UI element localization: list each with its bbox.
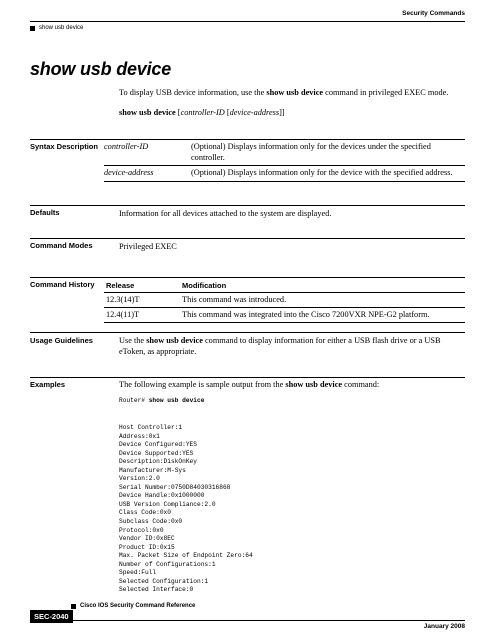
intro-text: To display USB device information, use the (119, 88, 267, 97)
release-cell: 12.3(14)T (104, 293, 180, 308)
section-rule (30, 238, 465, 239)
intro-text-end: command in privileged EXEC mode. (323, 88, 449, 97)
examples-text: The following example is sample output from the (119, 380, 286, 389)
command-history-table (104, 279, 465, 323)
column-header-modification: Modification (182, 281, 227, 290)
header-command (30, 25, 83, 31)
intro-paragraph (119, 87, 459, 98)
section-rule (30, 332, 465, 333)
footer-page-number: SEC-2040 (30, 610, 73, 623)
section-rule (30, 277, 465, 278)
table-row (104, 308, 465, 323)
section-label-defaults: Defaults (30, 208, 60, 217)
command-syntax (119, 107, 285, 118)
syntax-command: show usb device (119, 108, 176, 117)
syntax-desc: (Optional) Displays information only for the device with the specified address. (191, 166, 465, 182)
section-rule (30, 205, 465, 206)
footer-date: January 2008 (423, 623, 465, 630)
header-rule (30, 21, 465, 22)
section-label-examples: Examples (30, 380, 66, 389)
table-row (104, 293, 465, 308)
syntax-arg: device-address (104, 166, 191, 182)
command-modes-text: Privileged EXEC (119, 242, 177, 251)
syntax-arg: controller-ID (104, 142, 149, 151)
usage-paragraph (119, 335, 465, 357)
modification-cell: This command was integrated into the Cisco 7200VXR NPE-G2 platform. (180, 308, 465, 323)
defaults-text: Information for all devices attached to the system are displayed. (119, 209, 332, 218)
example-prompt-line (119, 397, 204, 406)
table-header-row (104, 279, 465, 293)
header-section-title: Security Commands (402, 10, 465, 17)
table-row (104, 140, 465, 166)
section-label-usage-guidelines: Usage Guidelines (30, 336, 93, 345)
footer-book-title: Cisco IOS Security Command Reference (80, 603, 196, 609)
examples-command: show usb device (285, 380, 343, 389)
section-label-syntax-description: Syntax Description (30, 142, 98, 151)
syntax-desc: (Optional) Displays information only for the devices under the specified controller. (191, 142, 431, 162)
header-square-icon (30, 26, 35, 31)
table-row (104, 166, 465, 182)
syntax-args: [controller-ID [device-address]] (175, 108, 285, 117)
section-label-command-history: Command History (30, 280, 95, 289)
example-output: Host Controller:1 Address:0x1 Device Configured:YES Device Supported:YES Description:DiskOnKey Manufacturer:M-Sys Version:2.0 Serial Number:0750D84030316868 Device Handle:0x1000000 USB Version Compliance:2.0 Class Code:0x0 Subclass Code:0x0 Protocol:0x0 Vendor ID:0x8EC Product ID:0x15 Max. Packet Size of Endpoint Zero:64 Number of Configurations:1 Speed:Full Selected Configuration:1 Selected Interface:0 (119, 424, 253, 594)
page-title: show usb device (30, 59, 172, 79)
router-prompt: Router# (119, 397, 149, 404)
usage-text-end: command to display information for either a USB flash drive or a USB eToken, as appropriate. (119, 336, 441, 356)
column-header-release: Release (106, 281, 135, 290)
footer-rule (30, 620, 465, 621)
examples-intro (119, 379, 379, 390)
usage-text: Use the (119, 336, 147, 345)
header-command-label: show usb device (39, 25, 84, 31)
example-command: show usb device (148, 397, 205, 404)
footer-square-icon (71, 604, 76, 609)
syntax-description-table (104, 140, 465, 182)
modification-cell: This command was introduced. (180, 293, 465, 308)
section-label-command-modes: Command Modes (30, 241, 93, 250)
usage-command: show usb device (146, 336, 203, 345)
examples-text-end: command: (342, 380, 380, 389)
release-cell: 12.4(11)T (104, 308, 180, 323)
section-rule (30, 377, 465, 378)
intro-command: show usb device (266, 88, 324, 97)
